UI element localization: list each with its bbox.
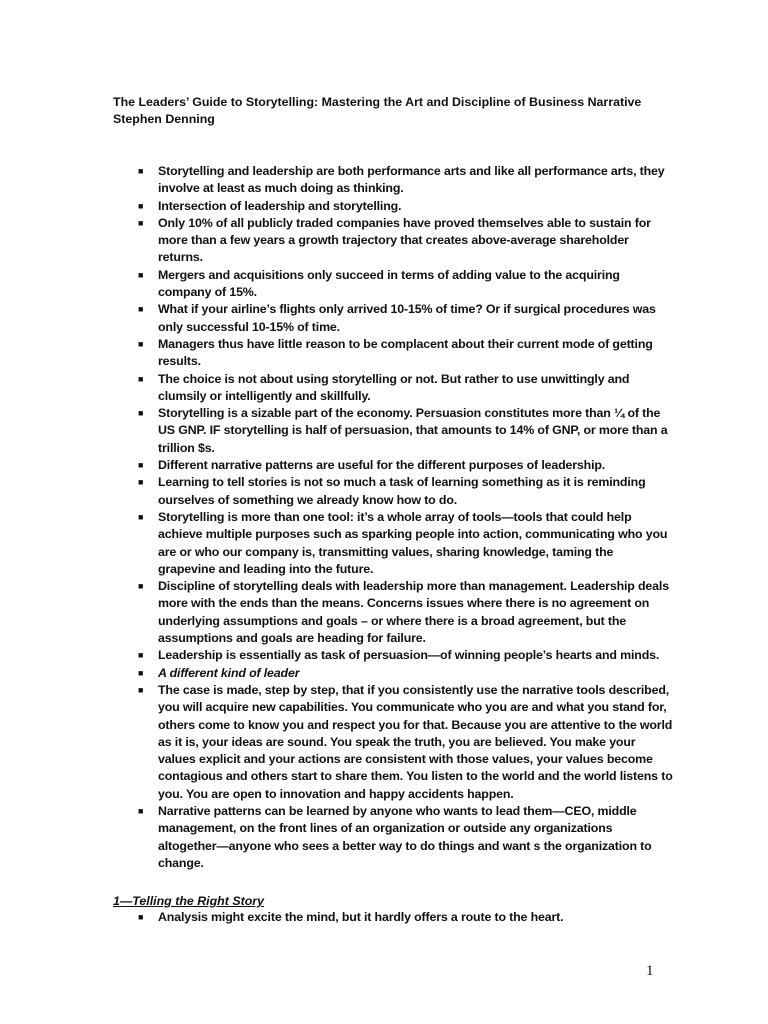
- bullet-item: [113, 647, 673, 664]
- bullet-text: Storytelling and leadership are both performance arts and like all performance arts, they involve at least as much doing as thinking.: [158, 164, 665, 196]
- bullet-text: Different narrative patterns are useful for the different purposes of leadership.: [158, 458, 606, 473]
- bullet-marker-icon: ■: [138, 217, 144, 228]
- bullet-item: [113, 267, 673, 302]
- bullet-marker-icon: ■: [138, 166, 144, 176]
- bullet-text: Only 10% of all publicly traded companies have proved themselves able to sustain for more than a few years a growth trajectory that creates above-average shareholder returns.: [158, 215, 651, 265]
- bullet-text: Managers thus have little reason to be complacent about their current mode of getting results.: [158, 336, 653, 369]
- bullet-marker-icon: ■: [138, 304, 144, 315]
- bullet-text: A different kind of leader: [158, 665, 300, 680]
- bullet-item: [113, 301, 673, 336]
- bullet-item: [113, 578, 673, 647]
- bullet-marker-icon: ■: [138, 650, 144, 661]
- bullet-text: Analysis might excite the mind, but it hardly offers a route to the heart.: [158, 910, 564, 924]
- bullet-item: [113, 215, 673, 267]
- bullet-marker-icon: ■: [138, 912, 144, 922]
- bullet-item: [113, 457, 673, 474]
- bullet-marker-icon: ■: [138, 581, 144, 592]
- bullet-marker-icon: ■: [138, 373, 144, 384]
- bullet-text: Discipline of storytelling deals with leadership more than management. Leadership deals more with the ends than the means. Concerns issues where there is no agreement on underlying assumptions and goals – or where there is a broad agreement, but the assumptions and goals are heading for failure.: [158, 579, 669, 646]
- bullet-item: [113, 665, 673, 682]
- bullet-item: [113, 909, 673, 926]
- bullet-text: Mergers and acquisitions only succeed in terms of adding value to the acquiring company of 15%.: [158, 267, 620, 300]
- bullet-item: [113, 163, 673, 198]
- bullet-text: What if your airline’s flights only arrived 10-15% of time? Or if surgical procedures was only successful 10-15% of time.: [158, 302, 656, 334]
- bullet-item: [113, 474, 673, 509]
- bullet-list: [113, 163, 673, 872]
- bullet-marker-icon: ■: [138, 460, 144, 471]
- bullet-item: [113, 336, 673, 371]
- bullet-item: [113, 682, 673, 803]
- bullet-text: Storytelling is more than one tool: it’s a whole array of tools—tools that could help achieve multiple purposes such as sparking people into action, communicating who you are or who our company is, transmitting values, sharing knowledge, taming the grapevine and leading into the future.: [158, 509, 668, 576]
- bullet-text: Intersection of leadership and storytelling.: [158, 198, 402, 213]
- section-heading: 1—Telling the Right Story: [113, 894, 264, 908]
- document-title: The Leaders’ Guide to Storytelling: Mastering the Art and Discipline of Business Narrative: [113, 95, 642, 109]
- page-number: 1: [646, 963, 654, 979]
- bullet-text: Storytelling is a sizable part of the economy. Persuasion constitutes more than ¼ of the US GNP. IF storytelling is half of persuasion, that amounts to 14% of GNP, or more than a trillion $s.: [158, 406, 668, 455]
- document-author: Stephen Denning: [113, 112, 215, 126]
- bullet-marker-icon: ■: [138, 338, 144, 349]
- bullet-text: Learning to tell stories is not so much a task of learning something as it is reminding ourselves of something we already know how to do.: [158, 475, 646, 507]
- bullet-marker-icon: ■: [138, 408, 144, 419]
- bullet-item: [113, 509, 673, 578]
- bullet-item: [113, 198, 673, 215]
- bullet-marker-icon: ■: [138, 477, 144, 488]
- bullet-marker-icon: ■: [138, 200, 144, 211]
- bullet-text: Narrative patterns can be learned by anyone who wants to lead them—CEO, middle management, on the front lines of an organization or outside any organizations altogether—anyone who sees a better way to do things and want s the organization to change.: [158, 803, 652, 870]
- bullet-marker-icon: ■: [138, 667, 144, 678]
- bullet-item: [113, 405, 673, 457]
- bullet-marker-icon: ■: [138, 511, 144, 522]
- bullet-marker-icon: ■: [138, 805, 144, 816]
- bullet-text: The choice is not about using storytelling or not. But rather to use unwittingly and clumsily or intelligently and skillfully.: [158, 371, 630, 403]
- bullet-marker-icon: ■: [138, 684, 144, 695]
- bullet-text: The case is made, step by step, that if you consistently use the narrative tools described, you will acquire new capabilities. You communicate who you are and what you stand for, others come to know you and respect you for that. Because you are attentive to the world as it is, your ideas are sound. You speak the truth, you are believed. You make your values explicit and your actions are consistent with those values, your values become contagious and others start to share them. You listen to the world and the world listens to you. You are open to innovation and happy accidents happen.: [158, 682, 673, 801]
- bullet-marker-icon: ■: [138, 269, 144, 280]
- bullet-text: Leadership is essentially as task of persuasion—of winning people’s hearts and minds.: [158, 648, 660, 663]
- bullet-item: [113, 371, 673, 406]
- bullet-item: [113, 803, 673, 872]
- section-bullet-list: [113, 909, 673, 926]
